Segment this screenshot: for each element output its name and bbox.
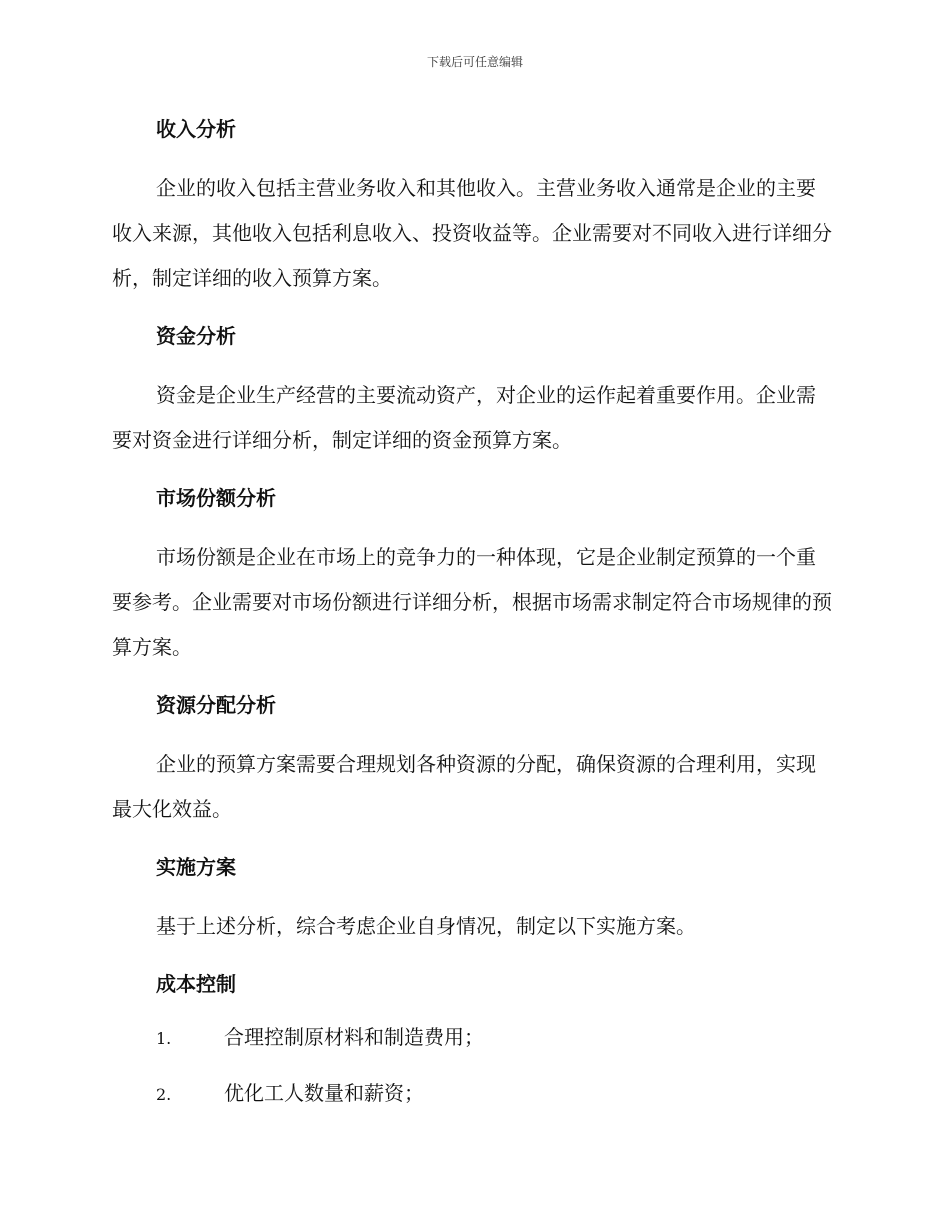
list-item bbox=[112, 1077, 832, 1113]
list-item-text: 合理控制原材料和制造费用； bbox=[224, 1025, 484, 1049]
section-heading-income: 收入分析 bbox=[156, 117, 236, 141]
section-heading-market-share: 市场份额分析 bbox=[156, 486, 276, 510]
section-paragraph-capital: 资金是企业生产经营的主要流动资产，对企业的运作起着重要作用。企业需要对资金进行详细分析，制定详细的资金预算方案。 bbox=[112, 383, 816, 452]
document-body bbox=[112, 112, 832, 1113]
section-heading-cost-control: 成本控制 bbox=[156, 972, 236, 996]
section-paragraph-implementation: 基于上述分析，综合考虑企业自身情况，制定以下实施方案。 bbox=[156, 914, 696, 938]
list-item-number: 2. bbox=[156, 1085, 172, 1104]
section-heading-resource-allocation: 资源分配分析 bbox=[156, 693, 276, 717]
section-paragraph-market-share: 市场份额是企业在市场上的竞争力的一种体现，它是企业制定预算的一个重要参考。企业需要对市场份额进行详细分析，根据市场需求制定符合市场规律的预算方案。 bbox=[112, 545, 832, 659]
section-paragraph-income: 企业的收入包括主营业务收入和其他收入。主营业务收入通常是企业的主要收入来源，其他收入包括利息收入、投资收益等。企业需要对不同收入进行详细分析，制定详细的收入预算方案。 bbox=[112, 176, 832, 290]
section-heading-capital: 资金分析 bbox=[156, 324, 236, 348]
section-paragraph-resource-allocation: 企业的预算方案需要合理规划各种资源的分配，确保资源的合理利用，实现最大化效益。 bbox=[112, 752, 816, 821]
list-item-number: 1. bbox=[156, 1029, 172, 1048]
page-header-note: 下载后可任意编辑 bbox=[426, 55, 523, 69]
section-heading-implementation: 实施方案 bbox=[156, 855, 236, 879]
list-item bbox=[112, 1021, 832, 1057]
list-item-text: 优化工人数量和薪资； bbox=[224, 1081, 424, 1105]
